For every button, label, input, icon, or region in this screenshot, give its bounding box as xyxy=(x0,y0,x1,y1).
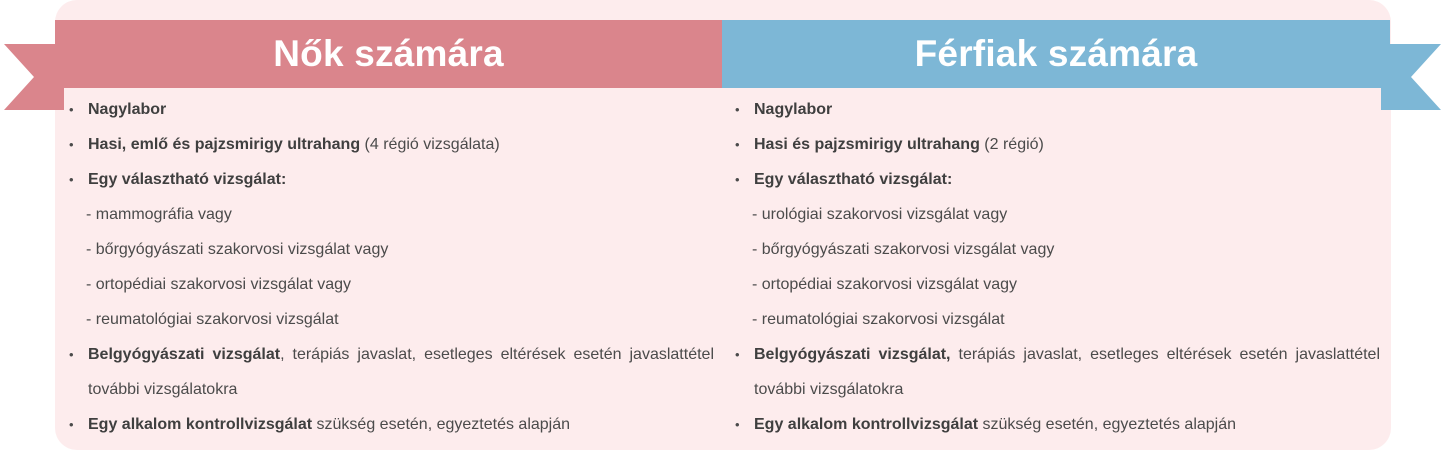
item-bold: Nagylabor xyxy=(754,101,833,118)
women-header xyxy=(55,20,722,88)
men-list xyxy=(734,92,1380,442)
item-bold: Egy választható vizsgálat: xyxy=(754,171,953,188)
list-item xyxy=(734,162,1380,197)
bullet-icon: • xyxy=(69,172,74,187)
bullet-icon: • xyxy=(735,347,740,362)
men-title: Férfiak számára xyxy=(914,33,1198,74)
list-item xyxy=(68,407,714,442)
list-item xyxy=(734,337,1380,407)
item-text: , terápiás javaslat, esetleges eltérések esetén javaslattétel további vizsgálatokra xyxy=(88,346,714,398)
sub-item: - ortopédiai szakorvosi vizsgálat vagy xyxy=(86,276,352,293)
women-title: Nők számára xyxy=(273,33,504,74)
item-bold: Egy választható vizsgálat: xyxy=(88,171,287,188)
bullet-icon: • xyxy=(735,172,740,187)
sub-item: - urológiai szakorvosi vizsgálat vagy xyxy=(752,206,1008,223)
list-item xyxy=(734,127,1380,162)
item-text: (2 régió) xyxy=(979,136,1044,153)
sub-item: - bőrgyógyászati szakorvosi vizsgálat vagy xyxy=(752,241,1055,258)
sub-item: - reumatológiai szakorvosi vizsgálat xyxy=(752,311,1005,328)
item-bold: Egy alkalom kontrollvizsgálat xyxy=(88,416,313,433)
list-item xyxy=(68,92,714,127)
item-bold: Hasi, emlő és pajzsmirigy ultrahang xyxy=(88,136,361,153)
item-text: szükség esetén, egyeztetés alapján xyxy=(978,416,1237,433)
item-bold: Belgyógyászati vizsgálat xyxy=(88,346,281,363)
list-item xyxy=(734,92,1380,127)
list-item xyxy=(68,162,714,197)
bullet-icon: • xyxy=(69,347,74,362)
sub-item: - mammográfia vagy xyxy=(86,206,232,223)
bullet-icon: • xyxy=(735,102,740,117)
sub-item: - ortopédiai szakorvosi vizsgálat vagy xyxy=(752,276,1018,293)
list-item xyxy=(734,407,1380,442)
bullet-icon: • xyxy=(69,137,74,152)
item-bold: Hasi és pajzsmirigy ultrahang xyxy=(754,136,980,153)
item-bold: Egy alkalom kontrollvizsgálat xyxy=(754,416,979,433)
men-header xyxy=(722,20,1390,88)
sub-item: - reumatológiai szakorvosi vizsgálat xyxy=(86,311,339,328)
list-item xyxy=(68,127,714,162)
bullet-icon: • xyxy=(735,417,740,432)
ribbon-tail-right xyxy=(1381,44,1441,110)
bullet-icon: • xyxy=(735,137,740,152)
item-text: terápiás javaslat, esetleges eltérések esetén javaslattétel további vizsgálatokra xyxy=(754,346,1381,398)
bullet-icon: • xyxy=(69,417,74,432)
item-text: (4 régió vizsgálata) xyxy=(360,136,500,153)
bullet-icon: • xyxy=(69,102,74,117)
list-item xyxy=(68,337,714,407)
item-bold: Belgyógyászati vizsgálat, xyxy=(754,346,951,363)
item-text: szükség esetén, egyeztetés alapján xyxy=(312,416,571,433)
sub-item: - bőrgyógyászati szakorvosi vizsgálat vagy xyxy=(86,241,389,258)
women-list xyxy=(68,92,714,442)
item-bold: Nagylabor xyxy=(88,101,167,118)
